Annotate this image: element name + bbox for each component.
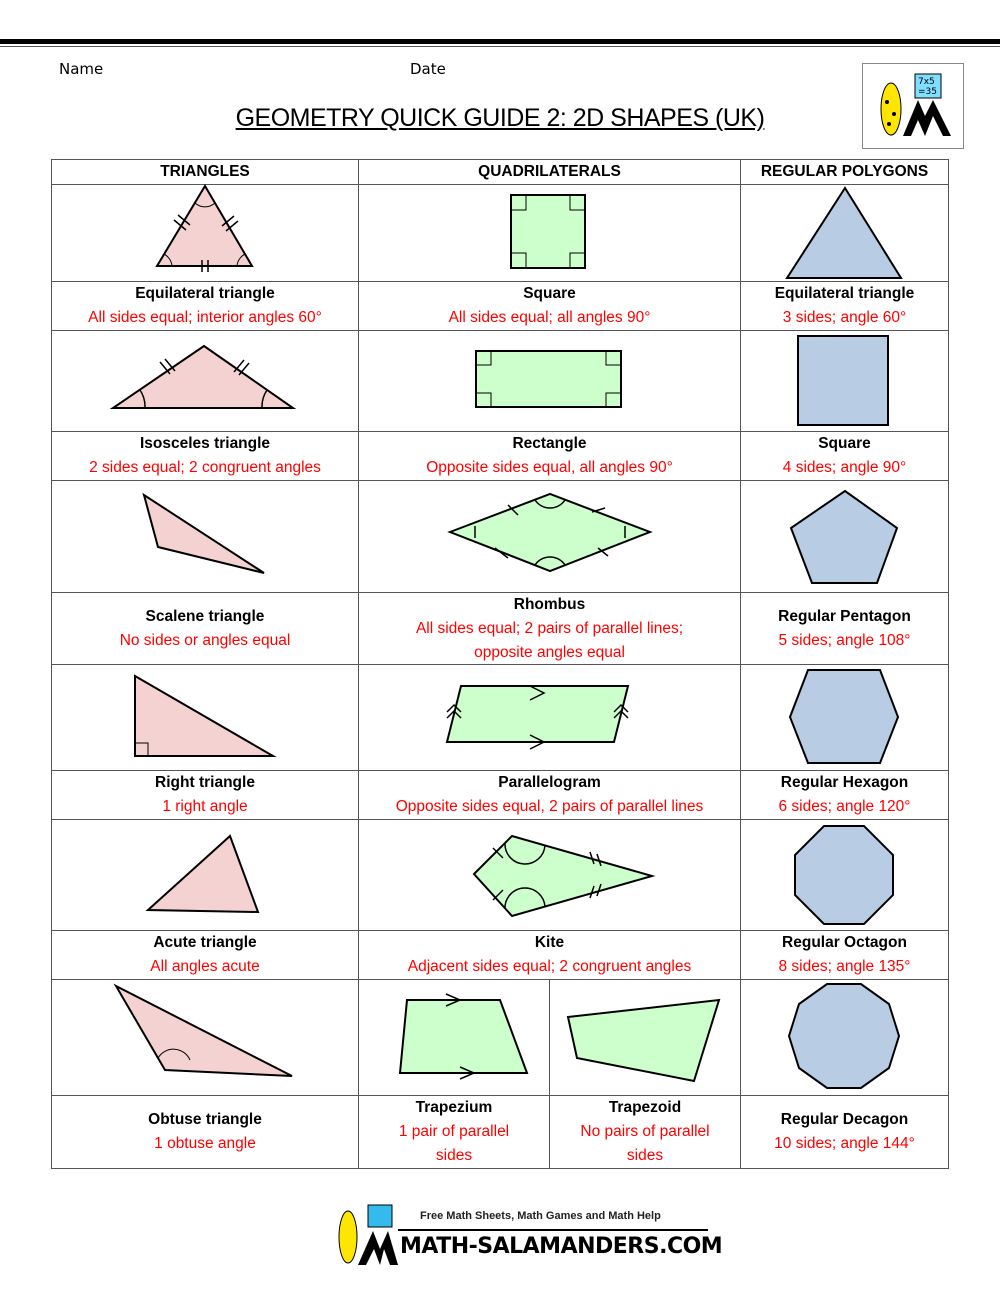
shape-description: No sides or angles equal [119,631,291,649]
footer-rule [398,1229,708,1231]
shape-description: No pairs of parallel sides [580,1123,710,1164]
shape-name: Trapezium [415,1099,493,1116]
shape-description: 5 sides; angle 108° [778,631,911,649]
obtuse-triangle-label [51,1095,359,1169]
image-cell [740,330,949,432]
equilateral-triangle-label [51,281,359,331]
kite-label [358,930,741,980]
shape-description: 2 sides equal; 2 congruent angles [89,459,321,476]
decagon-label [740,1095,949,1169]
rhombus-label [358,592,741,665]
image-cell [358,480,741,593]
shape-name: Regular Hexagon [780,774,909,791]
image-cell [358,184,741,282]
svg-text:=35: =35 [918,87,937,97]
square-label [358,281,741,331]
shape-name: Rectangle [512,435,587,452]
shape-description: 4 sides; angle 90° [782,459,907,476]
trapezium-label [358,1095,550,1169]
shape-name: Regular Decagon [780,1111,909,1128]
shape-name: Square [523,285,576,302]
image-cell [549,979,741,1096]
footer-brand-link[interactable]: MATH-SALAMANDERS.COM [400,1234,723,1259]
shape-name: Scalene triangle [145,607,265,625]
shape-description: 1 obtuse angle [154,1135,256,1152]
column-header-triangles: TRIANGLES [51,159,359,185]
page-title: GEOMETRY QUICK GUIDE 2: 2D SHAPES (UK) [235,104,765,132]
shape-name: Right triangle [155,774,255,791]
image-cell [740,480,949,593]
shape-description: All sides equal; 2 pairs of parallel lines; opposite angles equal [415,619,684,661]
top-rule [0,39,1000,44]
parallelogram-label [358,770,741,820]
image-cell [51,979,359,1096]
shape-name: Equilateral triangle [774,285,915,302]
footer-salamander-icon [328,1203,398,1267]
image-cell [51,664,359,771]
regular-square-label [740,431,949,481]
shape-name: Regular Octagon [782,934,907,951]
top-rule-thin [0,46,1000,47]
image-cell [358,819,741,931]
shape-name: Acute triangle [153,934,257,951]
shape-description: All sides equal; interior angles 60° [88,309,322,326]
shape-description: 3 sides; angle 60° [782,309,907,326]
shape-name: Equilateral triangle [135,285,275,302]
shape-name: Kite [534,934,565,951]
pentagon-label [740,592,949,665]
shape-name: Obtuse triangle [148,1111,262,1128]
shape-name: Isosceles triangle [139,435,271,452]
shape-description: All sides equal; all angles 90° [448,309,651,326]
acute-triangle-label [51,930,359,980]
regular-triangle-label [740,281,949,331]
image-cell [740,819,949,931]
salamander-logo [862,63,964,149]
column-header-regular-polygons: REGULAR POLYGONS [740,159,949,185]
image-cell [358,979,550,1096]
shape-name: Square [818,435,871,452]
image-cell [51,184,359,282]
svg-text:7x5: 7x5 [918,77,935,87]
shape-description: Opposite sides equal, all angles 90° [426,459,673,476]
hexagon-label [740,770,949,820]
shape-name: Parallelogram [498,774,601,791]
footer-tagline: Free Math Sheets, Math Games and Math Help [420,1210,661,1222]
salamander-logo-icon [863,64,963,148]
shape-description: 1 right angle [162,798,248,815]
trapezoid-label [549,1095,741,1169]
isosceles-triangle-label [51,431,359,481]
date-label: Date [410,60,446,78]
image-cell [51,819,359,931]
image-cell [740,184,949,282]
image-cell [358,664,741,771]
image-cell [51,330,359,432]
name-label: Name [59,60,104,78]
shape-description: Opposite sides equal, 2 pairs of parallel lines [395,798,704,815]
image-cell [740,979,949,1096]
image-cell [740,664,949,771]
shape-description: 10 sides; angle 144° [774,1135,915,1152]
image-cell [358,330,741,432]
image-cell [51,480,359,593]
shape-name: Trapezoid [608,1099,682,1116]
shape-description: All angles acute [150,958,260,975]
shape-description: 1 pair of parallel sides [398,1123,510,1164]
shape-description: 8 sides; angle 135° [778,958,911,975]
shape-name: Regular Pentagon [778,607,911,625]
octagon-label [740,930,949,980]
shape-description: Adjacent sides equal; 2 congruent angles [407,958,692,975]
shape-description: 6 sides; angle 120° [778,798,911,815]
shape-name: Rhombus [513,595,586,613]
scalene-triangle-label [51,592,359,665]
column-header-quadrilaterals: QUADRILATERALS [358,159,741,185]
right-triangle-label [51,770,359,820]
rectangle-label [358,431,741,481]
